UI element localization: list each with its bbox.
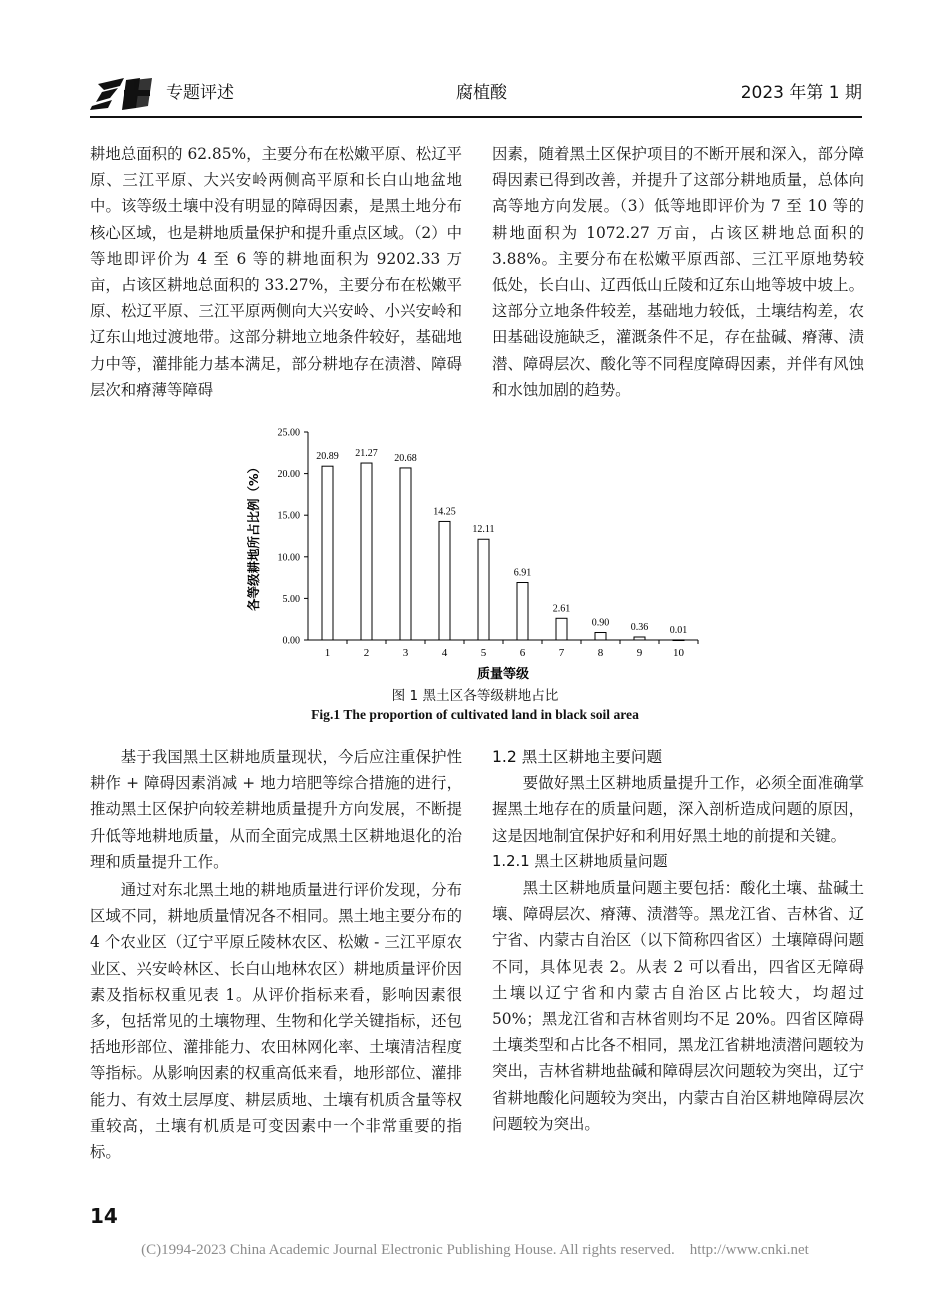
bar-value-label: 0.90	[591, 617, 610, 629]
paragraph: 耕地总面积的 62.85%，主要分布在松嫩平原、松辽平原、三江平原、大兴安岭两侧高平原和长白山地盆地中。该等级土壤中没有明显的障碍因素，是黑土地分布核心区域，也是耕地质量保护和提升重点区域。（2）中等地即评价为 4 至 6 等的耕地面积为 9202.33 万亩，占该区耕地总面积的 33.27%，主要分布在松嫩平原、松辽平原、三江平原两侧向大兴安岭、小兴安岭和辽东山地过渡地带。这部分耕地立地条件较好，基础地力中等，灌排能力基本满足，部分耕地存在渍潜、障碍层次和瘠薄等障碍	[90, 145, 462, 399]
y-tick-label: 20.00	[277, 469, 300, 481]
bar-value-label: 12.11	[472, 524, 495, 536]
bar-grade-5	[478, 539, 489, 640]
copyright-footer: (C)1994-2023 China Academic Journal Electronic Publishing House. All rights reserved. http://www.cnki.net	[141, 1242, 809, 1258]
bar-value-label: 21.27	[355, 448, 378, 460]
journal-topic: 腐植酸	[456, 83, 507, 103]
bar-grade-4	[439, 521, 450, 640]
x-tick-label: 10	[673, 647, 684, 659]
page-header	[90, 72, 862, 118]
bar-value-label: 14.25	[433, 506, 456, 518]
top-left-column	[90, 141, 462, 403]
x-tick-label: 4	[441, 647, 448, 659]
y-tick-label: 0.00	[282, 635, 300, 647]
header-rule	[90, 116, 862, 118]
x-axis-title: 质量等级	[476, 667, 530, 680]
bar-value-label: 2.61	[552, 603, 571, 615]
paragraph: 通过对东北黑土地的耕地质量进行评价发现，分布区域不同，耕地质量情况各不相同。黑土地主要分布的 4 个农业区（辽宁平原丘陵林农区、松嫩 - 三江平原农业区、兴安岭林区、长白山地林农区）耕地质量评价因素及指标权重见表 1。从评价指标来看，影响因素很多，包括常见的土壤物理、生物和化学关键指标，还包括地形部位、灌排能力、农田林网化率、土壤清洁程度等指标。从影响因素的权重高低来看，地形部位、灌排能力、有效土层厚度、耕层质地、土壤有机质含量等权重较高，土壤有机质是可变因素中一个非常重要的指标。	[90, 881, 462, 1162]
bar-value-label: 0.36	[630, 622, 649, 634]
bar-grade-7	[556, 618, 567, 640]
bottom-right-column	[492, 744, 864, 1137]
journal-logo-icon	[90, 76, 152, 110]
x-tick-label: 6	[519, 647, 526, 659]
paragraph: 黑土区耕地质量问题主要包括：酸化土壤、盐碱土壤、障碍层次、瘠薄、渍潜等。黑龙江省、吉林省、辽宁省、内蒙古自治区（以下简称四省区）土壤障碍问题不同，具体见表 2。从表 2 可以看出，四省区无障碍土壤以辽宁省和内蒙古自治区占比较大，均超过 50%；黑龙江省和吉林省则均不足 20%。四省区障碍土壤类型和占比各不相同，黑龙江省耕地渍潜问题较为突出，吉林省耕地盐碱和障碍层次问题较为突出，辽宁省耕地酸化问题较为突出，内蒙古自治区耕地障碍层次问题较为突出。	[492, 879, 864, 1133]
top-right-column	[492, 141, 864, 403]
paragraph: 要做好黑土区耕地质量提升工作，必须全面准确掌握黑土地存在的质量问题，深入剖析造成问题的原因，这是因地制宜保护好和利用好黑土地的前提和关键。	[492, 774, 864, 845]
figure-caption-zh: 图 1 黑土区各等级耕地占比	[391, 688, 559, 704]
bar-value-label: 0.01	[669, 624, 688, 636]
bar-value-label: 20.68	[394, 452, 417, 464]
x-tick-label: 3	[402, 647, 409, 659]
y-tick-label: 10.00	[277, 552, 300, 564]
bar-chart-svg	[236, 424, 716, 680]
x-tick-label: 2	[363, 647, 370, 659]
y-tick-label: 15.00	[277, 510, 300, 522]
figure-caption-en: Fig.1 The proportion of cultivated land in black soil area	[311, 707, 639, 722]
section-name: 专题评述	[166, 83, 234, 103]
bar-value-label: 20.89	[316, 451, 339, 463]
page-number: 14	[90, 1204, 118, 1228]
x-tick-label: 1	[324, 647, 331, 659]
y-axis-title: 各等级耕地所占比例（%）	[246, 460, 261, 612]
section-heading-1-2: 1.2 黑土区耕地主要问题	[492, 748, 663, 766]
bar-grade-8	[595, 633, 606, 640]
bar-grade-10	[673, 640, 684, 641]
bar-grade-2	[361, 463, 372, 640]
x-tick-label: 9	[636, 647, 643, 659]
paragraph: 因素，随着黑土区保护项目的不断开展和深入，部分障碍因素已得到改善，并提升了这部分耕地质量，总体向高等地方向发展。（3）低等地即评价为 7 至 10 等的耕地面积为 1072.27 万亩，占该区耕地总面积的 3.88%。主要分布在松嫩平原西部、三江平原地势较低处，长白山、辽西低山丘陵和辽东山地等坡中坡上。这部分立地条件较差，基础地力较低，土壤结构差，农田基础设施缺乏，灌溉条件不足，存在盐碱、瘠薄、渍潜、障碍层次、酸化等不同程度障碍因素，并伴有风蚀和水蚀加剧的趋势。	[492, 145, 864, 399]
x-tick-label: 8	[597, 647, 604, 659]
x-tick-label: 5	[480, 647, 487, 659]
paragraph: 基于我国黑土区耕地质量现状，今后应注重保护性耕作 + 障碍因素消减 + 地力培肥等综合措施的进行，推动黑土区保护向较差耕地质量提升方向发展，不断提升低等地耕地质量，从而全面完成黑土区耕地退化的治理和质量提升工作。	[90, 748, 462, 871]
figure-1-chart	[236, 424, 716, 680]
journal-issue: 2023 年第 1 期	[740, 83, 862, 103]
bar-grade-3	[400, 468, 411, 640]
bar-value-label: 6.91	[513, 567, 532, 579]
y-tick-label: 25.00	[277, 427, 300, 439]
y-tick-label: 5.00	[282, 593, 300, 605]
bottom-left-column	[90, 744, 462, 1165]
x-tick-label: 7	[558, 647, 565, 659]
section-heading-1-2-1: 1.2.1 黑土区耕地质量问题	[492, 852, 668, 870]
bar-grade-6	[517, 583, 528, 640]
bar-grade-1	[322, 466, 333, 640]
bar-grade-9	[634, 637, 645, 640]
